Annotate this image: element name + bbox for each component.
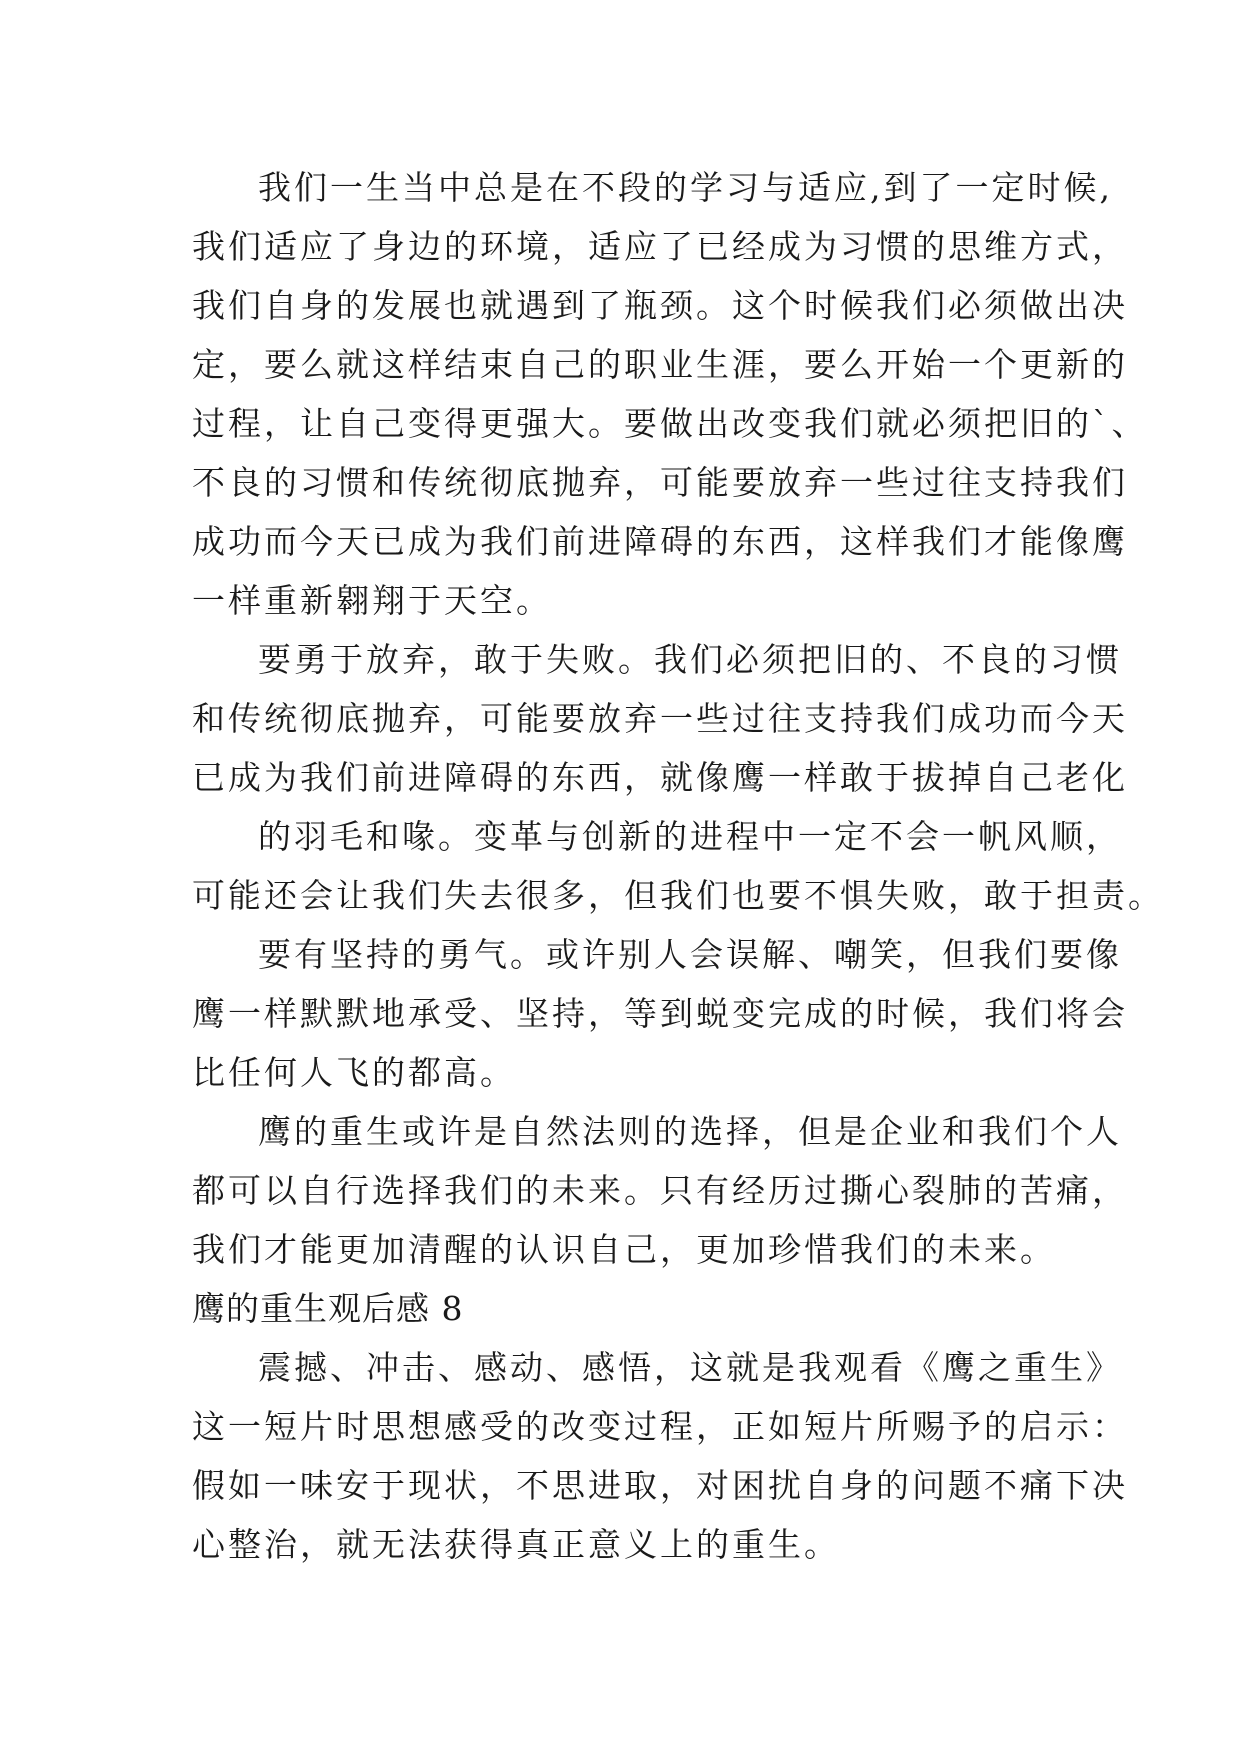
text-line: 和传统彻底抛弃，可能要放弃一些过往支持我们成功而今天 xyxy=(192,699,1128,738)
text-line: 我们才能更加清醒的认识自己，更加珍惜我们的未来。 xyxy=(192,1230,1056,1269)
text-line: 过程，让自己变得更强大。要做出改变我们就必须把旧的`、 xyxy=(192,404,1148,443)
text-line: 一样重新翱翔于天空。 xyxy=(192,581,552,620)
text-line: 我们一生当中总是在不段的学习与适应,到了一定时候, xyxy=(258,168,1113,207)
section-heading: 鹰的重生观后感 8 xyxy=(192,1289,464,1328)
text-line: 比任何人飞的都高。 xyxy=(192,1053,516,1092)
text-line: 我们适应了身边的环境，适应了已经成为习惯的思维方式， xyxy=(192,227,1128,266)
text-line: 鹰一样默默地承受、坚持，等到蜕变完成的时候，我们将会 xyxy=(192,994,1128,1033)
text-line: 假如一味安于现状，不思进取，对困扰自身的问题不痛下决 xyxy=(192,1466,1128,1505)
text-line: 不良的习惯和传统彻底抛弃，可能要放弃一些过往支持我们 xyxy=(192,463,1128,502)
text-line: 鹰的重生或许是自然法则的选择，但是企业和我们个人 xyxy=(258,1112,1122,1151)
text-line: 可能还会让我们失去很多，但我们也要不惧失败，敢于担责。 xyxy=(192,876,1164,915)
text-line: 成功而今天已成为我们前进障碍的东西，这样我们才能像鹰 xyxy=(192,522,1128,561)
text-line: 这一短片时思想感受的改变过程，正如短片所赐予的启示： xyxy=(192,1407,1128,1446)
document-body xyxy=(192,158,1164,1574)
text-line: 我们自身的发展也就遇到了瓶颈。这个时候我们必须做出决 xyxy=(192,286,1128,325)
text-line: 都可以自行选择我们的未来。只有经历过撕心裂肺的苦痛， xyxy=(192,1171,1128,1210)
text-line: 震撼、冲击、感动、感悟，这就是我观看《鹰之重生》 xyxy=(258,1348,1122,1387)
text-line: 已成为我们前进障碍的东西，就像鹰一样敢于拔掉自己老化 xyxy=(192,758,1128,797)
text-line: 要勇于放弃，敢于失败。我们必须把旧的、不良的习惯 xyxy=(258,640,1122,679)
text-line: 要有坚持的勇气。或许别人会误解、嘲笑，但我们要像 xyxy=(258,935,1122,974)
text-line: 的羽毛和喙。变革与创新的进程中一定不会一帆风顺， xyxy=(258,817,1122,856)
text-line: 定，要么就这样结束自己的职业生涯，要么开始一个更新的 xyxy=(192,345,1128,384)
text-line: 心整治，就无法获得真正意义上的重生。 xyxy=(192,1525,840,1564)
